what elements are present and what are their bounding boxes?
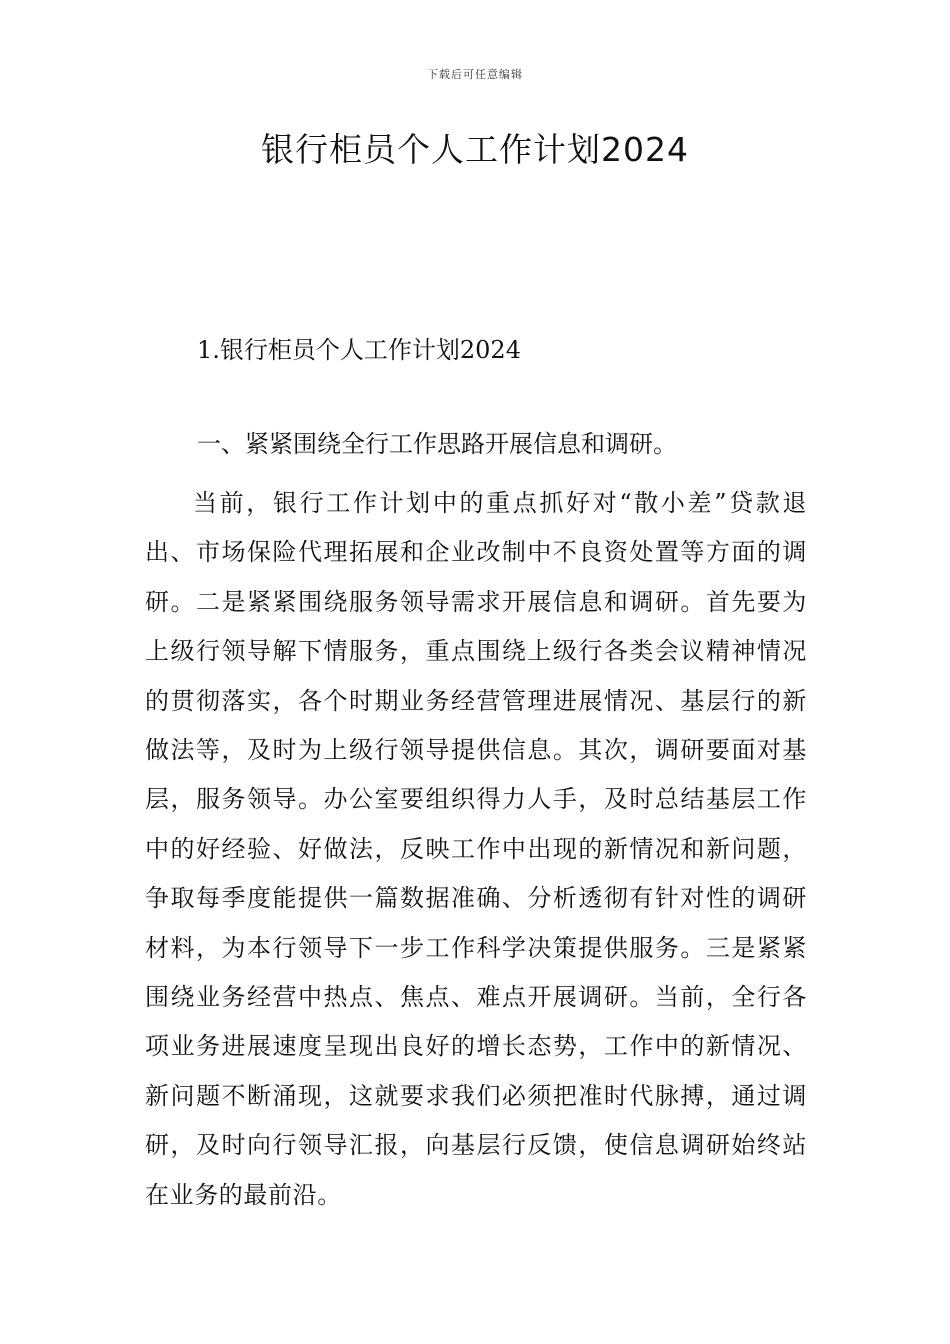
- section-heading: 1.银行柜员个人工作计划2024: [197, 336, 521, 364]
- body-paragraph: 当前，银行工作计划中的重点抓好对“散小差”贷款退出、市场保险代理拓展和企业改制中不良资处置等方面的调研。二是紧紧围绕服务领导需求开展信息和调研。首先要为上级行领导解下情服务，重点围绕上级行各类会议精神情况的贯彻落实，各个时期业务经营管理进展情况、基层行的新做法等，及时为上级行领导提供信息。其次，调研要面对基层，服务领导。办公室要组织得力人手，及时总结基层工作中的好经验、好做法，反映工作中出现的新情况和新问题，争取每季度能提供一篇数据准确、分析透彻有针对性的调研材料，为本行领导下一步工作科学决策提供服务。三是紧紧围绕业务经营中热点、焦点、难点开展调研。当前，全行各项业务进展速度呈现出良好的增长态势，工作中的新情况、新问题不断涌现，这就要求我们必须把准时代脉搏，通过调研，及时向行领导汇报，向基层行反馈，使信息调研始终站在业务的最前沿。: [145, 489, 807, 1209]
- sub-heading: 一、紧紧围绕全行工作思路开展信息和调研。: [197, 430, 677, 458]
- header-note: 下载后可任意编辑: [427, 68, 523, 81]
- document-title: 银行柜员个人工作计划2024: [261, 130, 689, 169]
